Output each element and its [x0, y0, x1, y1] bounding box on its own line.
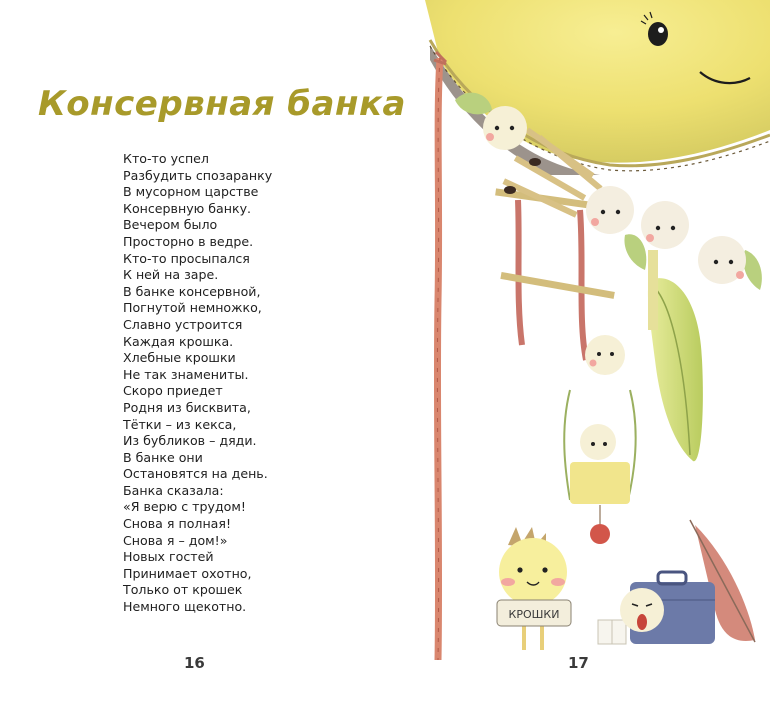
poem-line: Просторно в ведре.: [123, 233, 254, 249]
poem-line: Не так знамениты.: [123, 366, 249, 382]
poem-line: Славно устроится: [123, 316, 243, 332]
pea-pod: [648, 250, 703, 461]
poem-title: Консервная банка: [38, 84, 407, 124]
poem-line: В банке консервной,: [123, 283, 261, 299]
poem-line: Кто-то просыпался: [123, 250, 250, 266]
poem-line: Новых гостей: [123, 549, 214, 565]
poem-line: Вечером было: [123, 217, 218, 233]
main-crumb: [497, 527, 571, 650]
poem-line: Снова я полная!: [123, 516, 232, 532]
poem-line: Хлебные крошки: [123, 350, 236, 366]
hanging-basket: [564, 390, 635, 544]
can-character: [425, 0, 770, 175]
crumb-character: [698, 236, 746, 284]
rope: [434, 52, 446, 660]
illustration-canvas: [400, 0, 770, 706]
poem-line: Каждая крошка.: [123, 333, 234, 349]
poem-line: Снова я – дом!»: [123, 532, 228, 548]
poem-line: Немного щекотно.: [123, 599, 247, 615]
poem-line: Принимает охотно,: [123, 565, 252, 581]
poem-text: [123, 151, 272, 616]
poem-line: К ней на заре.: [123, 267, 219, 283]
yarn-ball: [590, 524, 610, 544]
illustration: [400, 0, 770, 706]
crumb-character: [585, 335, 625, 375]
poem-line: Тётки – из кекса,: [123, 416, 237, 432]
crumb-character: [641, 201, 689, 249]
page-number-left: 16: [184, 654, 205, 672]
poem-line: Банка сказала:: [123, 482, 224, 498]
crying-crumb: [620, 588, 664, 632]
poem-line: Кто-то успел: [123, 151, 209, 166]
poem-line: Погнутой немножко,: [123, 300, 262, 316]
poem-line: Из бубликов – дяди.: [123, 433, 257, 449]
poem-line: Остановятся на день.: [123, 466, 268, 482]
poem-line: «Я верю с трудом!: [123, 499, 246, 515]
crumb-character: [483, 106, 527, 150]
poem-line: Родня из бисквита,: [123, 399, 251, 415]
poem-line: Консервную банку.: [123, 200, 252, 216]
crumb-character: [586, 186, 634, 234]
page-number-right: 17: [568, 654, 589, 672]
poem-line: Разбудить спозаранку: [123, 167, 273, 183]
poem-line: Скоро приедет: [123, 383, 223, 399]
crumbs-sign-label: КРОШКИ: [508, 608, 560, 621]
poem-line: Только от крошек: [123, 582, 243, 598]
gift-box: [598, 620, 626, 644]
poem-line: В мусорном царстве: [123, 184, 259, 200]
crumb-character: [580, 424, 616, 460]
poem-line: В банке они: [123, 449, 203, 465]
can-eye: [648, 22, 668, 46]
